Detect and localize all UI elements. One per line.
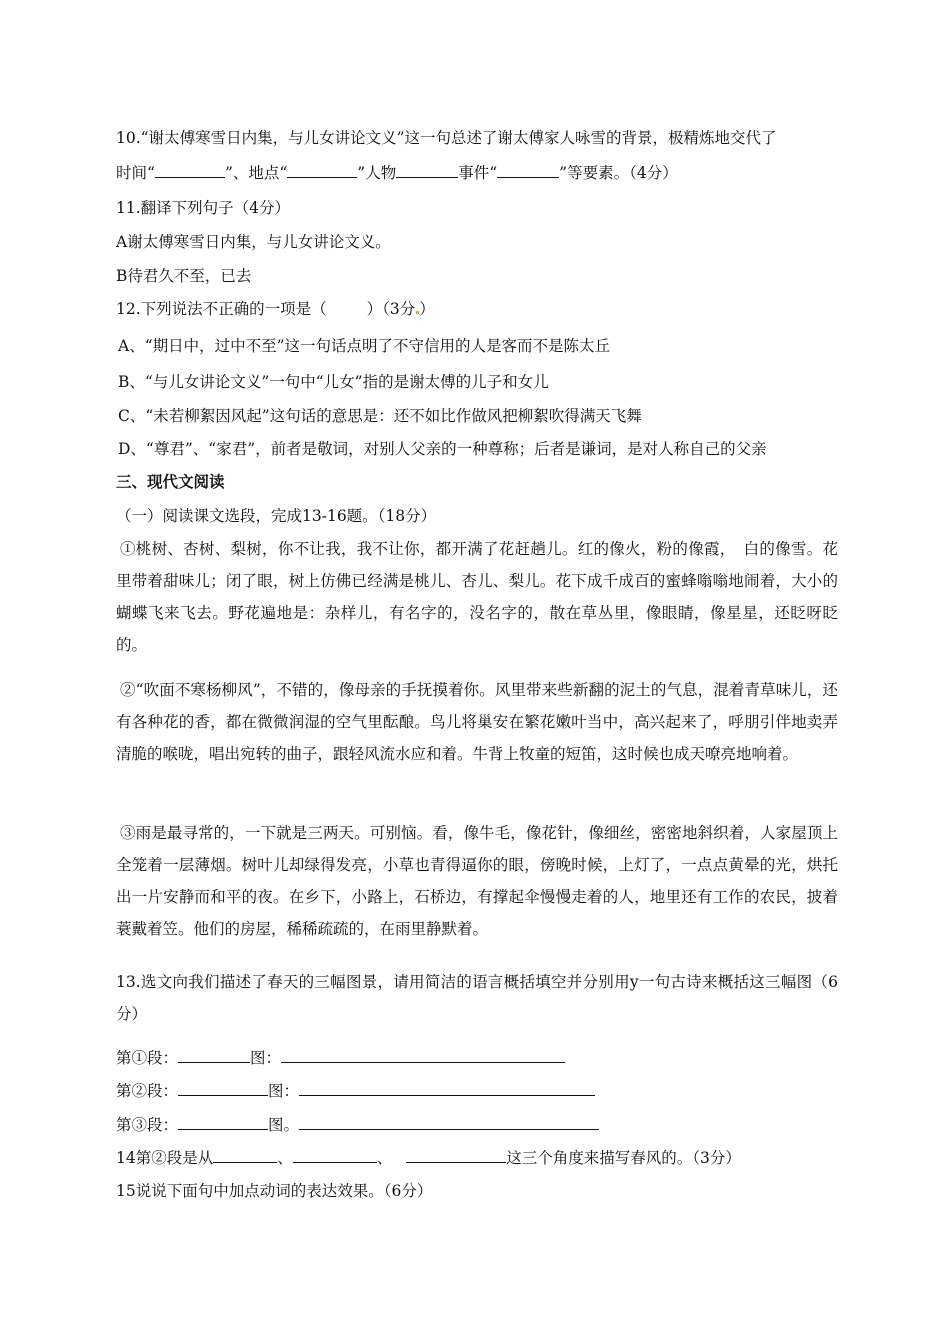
q12-title-b: ）（3分 [366,300,416,318]
q10-people-blank [396,162,458,178]
q14-c: 、 [376,1149,393,1167]
q13-row2-blank-b [299,1080,595,1096]
q14-blank-2 [293,1147,377,1163]
q13-row1-label: 第①段： [116,1049,179,1067]
q13-row3-blank-a [178,1114,268,1130]
q13-row3-blank-b [299,1114,599,1130]
q12-option-b: B、“与儿女讲论文义”一句中“儿女”指的是谢太傅的儿子和女儿 [118,373,549,391]
q12-title-c: ） [419,300,435,318]
q10-event-blank [497,162,559,178]
q10-line2 [116,162,678,183]
q14-a: 14第②段是从 [116,1149,214,1167]
section3-intro: （一）阅读课文选段，完成13-16题。（18分） [116,507,437,525]
q13-row-3 [116,1114,599,1135]
passage-paragraph-1: ①桃树、杏树、梨树，你不让我，我不让你，都开满了花赶趟儿。红的像火，粉的像霞， 白的像雪。花里带着甜味儿；闭了眼，树上仿佛已经满是桃儿、杏儿、梨儿。花下成千成百的蜜蜂嗡嗡地闹着，大小的蝴蝶飞来飞去。野花遍地是：杂样儿，有名字的，没名字的，散在草丛里，像眼睛，像星星，还眨呀眨的。 [116,540,838,654]
q13-row1-blank-b [281,1047,565,1063]
q15-text: 15说说下面句中加点动词的表达效果。（6分） [116,1182,433,1200]
q11-a: A谢太傅寒雪日内集，与儿女讲论文义。 [116,233,391,251]
q12-title [116,299,435,319]
q10-event-label: 事件“ [458,164,498,182]
q13-row1-mid: 图： [250,1049,282,1067]
q13-row2-blank-a [178,1080,268,1096]
q12-option-d: D、“尊君”、“家君”，前者是敬词，对别人父亲的一种尊称；后者是谦词，是对人称自己的父亲 [118,440,767,458]
q13-row3-mid: 图。 [268,1116,300,1134]
q12-option-c: C、“未若柳絮因风起”这句话的意思是：还不如比作做风把柳絮吹得满天飞舞 [118,407,642,425]
q12-option-a: A、“期日中，过中不至”这一句话点明了不守信用的人是客而不是陈太丘 [118,337,611,355]
q14-b: 、 [277,1149,293,1167]
q13-row2-label: 第②段： [116,1082,179,1100]
q10-people-label: ”人物 [357,164,397,182]
q11-title: 11.翻译下列句子（4分） [116,199,291,217]
q13-row-2 [116,1080,595,1101]
q14-blank-3 [406,1147,506,1163]
passage-paragraph-3: ③雨是最寻常的，一下就是三两天。可别恼。看，像牛毛，像花针，像细丝，密密地斜织着，人家屋顶上全笼着一层薄烟。树叶儿却绿得发亮，小草也青得逼你的眼，傍晚时候，上灯了，一点点黄晕的光，烘托出一片安静而和平的夜。在乡下，小路上，石桥边，有撑起伞慢慢走着的人，地里还有工作的农民，披着蓑戴着笠。他们的房屋，稀稀疏疏的，在雨里静默着。 [116,824,838,938]
q10-place-label: ”、地点“ [224,164,288,182]
q10-line1: 10.“谢太傅寒雪日内集，与儿女讲论文义”这一句总述了谢太傅家人咏雪的背景，极精炼地交代了 [116,129,777,147]
q13-row-1 [116,1047,565,1068]
q10-time-blank [155,162,225,178]
q14-d: 这三个角度来描写春风的。（3分） [506,1149,741,1167]
q10-place-blank [287,162,357,178]
q11-b: B待君久不至，已去 [116,267,252,285]
q13-row3-label: 第③段： [116,1116,179,1134]
q10-time-label: 时间“ [116,164,155,182]
q13-row2-mid: 图： [268,1082,300,1100]
q13-row1-blank-a [178,1047,250,1063]
passage-paragraph-2: ②“吹面不寒杨柳风”，不错的，像母亲的手抚摸着你。风里带来些新翻的泥土的气息，混着青草味儿，还有各种花的香，都在微微润湿的空气里酝酿。鸟儿将巢安在繁花嫩叶当中，高兴起来了，呼朋引伴地卖弄清脆的喉咙，唱出宛转的曲子，跟轻风流水应和着。牛背上牧童的短笛，这时候也成天嘹亮地响着。 [116,681,838,763]
section3-heading: 三、现代文阅读 [116,472,225,491]
q13-text: 13.选文向我们描述了春天的三幅图景，请用简洁的语言概括填空并分别用y一句古诗来概括这三幅图（6分） [116,973,838,1023]
q14-line [116,1147,741,1168]
q14-blank-1 [213,1147,277,1163]
q10-end: ”等要素。（4分） [559,164,678,182]
q12-title-a: 12.下列说法不正确的一项是（ [116,300,327,318]
